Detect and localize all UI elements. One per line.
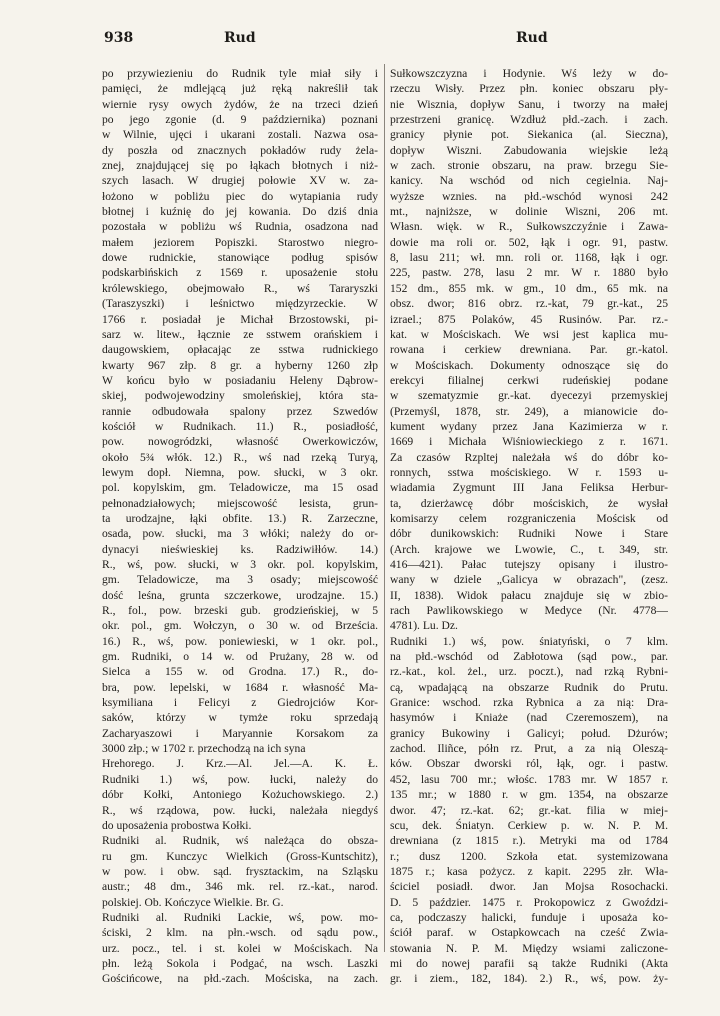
text-line: scu, dek. Śniatyn. Cerkiew p. w. N. P. M. [390,818,668,832]
text-line: pełnonadziałowych; miejscowość lesista, grun- [102,496,378,510]
text-line: wiadamia Zygmunt III Jana Feliksa Herbur- [390,481,668,495]
text-line: Rudniki 1.) wś, pow. śniatyński, o 7 klm. [390,634,668,648]
text-line: mt., najniższe, w dolinie Wiszni, 206 mt. [390,205,668,219]
text-line: dóbr dunikowskich: Rudniki Nowe i Stare [390,527,668,541]
text-line: obsz. dwor; 816 obrz. rz.-kat, 79 gr.-kat., 25 [390,297,668,311]
text-line: wyższe wznies. na płd.-wschód wynosi 242 [390,189,668,203]
text-line: 3000 złp.; w 1702 r. przechodzą na ich syna [102,742,306,756]
text-line: 225, pastw. 278, lasu 2 mr. W r. 1880 było [390,266,668,280]
text-line: wany w dziele „Galicya w obrazach", (zesz. [390,573,668,587]
left-text-column [102,66,378,987]
text-line: w szematyzmie gr.-kat. dyecezyi przemyskiej [390,389,668,403]
text-line: Gościńcowe, na płd.-zach. Mościska, na zach. [102,972,378,986]
text-line: na płd.-wschód od Zabłotowa (sąd pow., par. [390,650,668,664]
text-line: polskiej. Ob. Kończyce Wielkie. Br. G. [102,895,284,909]
text-line: kanicy. Na wschód od nich cegielnia. Naj- [390,174,668,188]
text-line: ta urodzajne, łąki obfite. 13.) R. Zarzeczne, [102,511,378,525]
text-line: Własn. więk. w R., Sułkowszczyźnie i Zawa- [390,220,668,234]
text-line: 8, lasu 211; wł. mn. roli or. 1168, łąk i ogr. [390,251,668,265]
text-line: urz. pocz., tel. i st. kolei w Mościskach. Na [102,941,378,955]
text-line: skiej, podwojewodziny smoleńskiej, która sta- [102,389,378,403]
text-line: saków, którzy w tymże roku sprzedają [102,711,378,725]
text-line: 152 dm., 855 mk. w gm., 10 dm., 65 mk. na [390,281,668,295]
text-line: w pow. i obw. sąd. frysztackim, na Szląsku [102,864,378,878]
text-line: łożono w pobliżu piec do wytapiania rudy [102,189,378,203]
text-line: dowe rudnickie, stanowiące podług spisów [102,251,378,265]
text-line: II, 1838). Widok pałacu znajduje się w zbio- [390,588,668,602]
page-header [0,30,720,50]
text-line: ksymiliana i Felicyi z Giedrojciów Kor- [102,696,378,710]
text-line: (Przemyśl, 1878, str. 249), a mianowicie do- [390,404,668,418]
text-line: 452, lasu 700 mr.; włośc. 1783 mr. W 1857 r. [390,772,668,786]
text-line: dy poszła od znacznych pokładów rudy żela- [102,143,378,157]
text-line: ca, podczaszy halicki, funduje i uposaża ko- [390,910,668,924]
text-line: po przywiezieniu do Rudnik tyle miał siły i [102,67,378,80]
text-line: pow. nowogródzki, własność Owerkowiczów, [102,435,378,449]
text-line: mi do nowej parafii są także Rudniki (Akta [390,956,668,970]
text-line: cą, wpadającą na obszarze Rudnik do Prutu. [390,680,668,694]
text-line: bra, pow. lepelski, w 1684 r. własność Ma- [102,680,378,694]
text-line: płn. leżą Sokola i Podgać, na wsch. Laszki [102,956,378,970]
text-line: Za czasów Rzpltej należała wś do dóbr ko- [390,450,668,464]
text-line: gm. Teladowicze, ma 3 osady; miejscowość [102,573,378,587]
text-line: 416—421). Pałac tutejszy opisany i ilustro- [390,558,668,571]
text-line: granicy Bukowiny i Galicyi; połud. Dżurów; [390,726,668,740]
running-head-right: Rud [516,30,548,46]
text-line: izrael.; 875 Polaków, 45 Rusinów. Par. rz.- [390,312,668,326]
text-line: ściciel posiadł. dwor. Jan Mojsa Rosochacki. [390,880,668,894]
text-line: błotnej i kuźnię do jej kowania. Do dziś dnia [102,205,378,219]
text-line: małem jeziorem Popiszki. Starostwo niegro- [102,235,378,249]
text-line: gr. i ziem., 182, 184). 2.) R., wś, pow. ży- [390,972,668,986]
text-line: dopływ Wiszni. Zabudowania wiejskie leżą [390,143,668,157]
text-line: lewym dopł. Niemna, pow. słucki, w 3 okr. [102,465,378,479]
text-line: osada, pow. słucki, ma 3 włóki; należy do or- [102,527,378,541]
text-line: dóbr Kołki, Antoniego Kożuchowskiego. 2.) [102,788,378,802]
right-text-column [390,66,668,987]
text-line: rannie odbudowała spalony przez Szwedów [102,404,378,418]
text-line: kościół w Rudnikach. 11.) R., posiadłość, [102,419,378,433]
text-line: po jego zgonie (d. 9 października) poznani [102,113,378,127]
text-line: 4781). Lu. Dz. [390,619,458,633]
page-number: 938 [104,30,134,46]
text-line: dowie ma roli or. 502, łąk i ogr. 91, pastw. [390,235,668,249]
text-line: okr. pol., gm. Wołczyn, o 30 w. od Brześcia. [102,619,378,633]
text-line: rz.-kat., kol. żel., urz. poczt.), nad rzką Rybni- [390,665,668,679]
column-divider [384,64,385,952]
text-line: Hrehorego. J. Krz.—Al. Jel.—A. K. Ł. [102,757,378,771]
text-line: 16.) R., wś, pow. poniewieski, w 1 okr. pol., [102,634,378,648]
text-line: R., fol., pow. brzeski gub. grodzieńskiej, w 5 [102,604,378,618]
text-line: szych lasach. W drugiej połowie XV w. za- [102,174,378,188]
text-line: R., wś rządowa, pow. łucki, należała niegdyś [102,803,378,817]
text-line: Sielca a 155 w. od Grodna. 17.) R., do- [102,665,378,679]
text-line: Rudniki al. Rudniki Lackie, wś, pow. mo- [102,910,378,924]
text-line: wiernie rysy owych żydów, że na trzeci dzień [102,97,378,111]
text-line: Sułkowszczyzna i Hodynie. Wś leży w do- [390,67,668,80]
text-line: daugowskiem, opłacając ze sstwa rudnickiego [102,343,378,357]
text-line: przestrzeni granicę. Wzdłuż płd.-zach. i zach. [390,113,668,127]
text-line: stowania N. P. M. Między wsiami zaliczone- [390,941,668,955]
text-line: drewniana (z 1815 r.). Metryki ma od 1784 [390,834,668,848]
text-line: erekcyi filialnej cerkwi rudeńskiej podane [390,373,668,387]
text-line: sarz w. litew., łącznie ze sstwem orańskiem i [102,327,378,341]
text-line: rach Pawlikowskiego w Medyce (Nr. 4778— [390,604,668,618]
text-line: ta, dzierżawcę dóbr mościskich, że wysłał [390,496,668,510]
text-line: dynacyi nieświeskiej ks. Radziwiłłów. 14.) [102,542,378,556]
text-line: 1669 i Michała Wiśniowieckiego z r. 1671. [390,435,668,449]
text-line: Rudniki 1.) wś, pow. łucki, należy do [102,772,378,786]
text-line: pamięci, że mdlejącą już ręką nakreślił tak [102,82,378,96]
text-line: D. 5 paździer. 1475 r. Prokopowicz z Gwoździ- [390,895,668,909]
text-line: kat. w Mościskach. We wsi jest kaplica mu- [390,327,668,341]
text-line: około 5¾ włók. 12.) R., wś nad rzeką Turyą, [102,450,378,464]
text-line: ronnych, sstwa mościskiego. W r. 1593 u- [390,465,668,479]
text-line: ściół paraf. w Ostapkowcach na cześć Zwia- [390,926,668,940]
text-line: królewskiego, obejmowało R., wś Tararyszki [102,281,378,295]
text-line: w zach. stronie obszaru, na praw. brzegu Sie- [390,159,668,173]
text-line: zachod. Iliñce, półn rz. Prut, a za nią Oleszą- [390,742,668,756]
text-line: do uposażenia probostwa Kołki. [102,818,252,832]
text-line: R., wś, pow. słucki, w 3 okr. pol. kopylskim, [102,558,378,571]
text-line: 135 mr.; w 1880 r. w gm. 1354, na obszarze [390,788,668,802]
text-line: r.; dusz 1200. Szkoła etat. systemizowana [390,849,668,863]
text-line: podskarbińskich z 1569 r. uposażenie stołu [102,266,378,280]
text-line: Zacharyaszowi i Maryannie Korsakom za [102,726,378,740]
text-line: hasymów i Kniaże (nad Czeremoszem), na [390,711,668,725]
text-line: pozostała w pobliżu wś Rudnia, osadzona nad [102,220,378,234]
text-line: austr.; 48 dm., 346 mk. rel. rz.-kat., narod. [102,880,378,894]
text-line: pol. kopylskim, gm. Teladowicze, ma 15 osad [102,481,378,495]
text-line: granicy płynie pot. Siekanica (al. Sieczna), [390,128,668,142]
text-line: rowana i cerkiew drewniana. Par. gr.-katol. [390,343,668,357]
text-line: kwarty 967 złp. 8 gr. a hyberny 1260 złp [102,358,378,372]
text-line: nie Wisznia, dopływ Sanu, i tworzy na małej [390,97,668,111]
text-line: znej, znajdującej się po łąkach błotnych i niż- [102,159,378,173]
text-line: (Arch. krajowe we Lwowie, C., t. 349, str. [390,542,668,556]
text-line: Granice: wschod. rzka Rybnica a za nią: Dra- [390,696,668,710]
text-line: gm. Rudniki, o 14 w. od Prużany, 28 w. od [102,650,378,664]
running-head-left: Rud [224,30,256,46]
text-line: rzeczu Wisły. Przez płn. koniec obszaru pły- [390,82,668,96]
text-line: ściski, 2 klm. na płn.-wsch. od sądu pow., [102,926,378,940]
text-line: ru gm. Kunczyc Wielkich (Gross-Kuntschitz), [102,849,378,863]
text-line: W końcu było w posiadaniu Heleny Dąbrow- [102,373,378,387]
text-line: w Wilnie, ujęci i ukarani zostali. Nazwa osa- [102,128,378,142]
text-line: dość leśna, grunta szczerkowe, urodzajne. 15.) [102,588,378,602]
text-line: 1766 r. posiadał je Michał Brzostowski, pi- [102,312,378,326]
text-line: Rudniki al. Rudnik, wś należąca do obsza- [102,834,378,848]
text-line: 1875 r.; kasa pożycz. z kapit. 2295 złr. Wła- [390,864,668,878]
text-line: kument wydany przez Jana Kazimierza w r. [390,419,668,433]
text-line: komisarzy celem rozgraniczenia Mościsk od [390,511,668,525]
text-line: (Taraszyszki) i leśnictwo międzyrzeckie. W [102,297,378,311]
text-line: ków. Obszar dworski ról, łąk, ogr. i pastw. [390,757,668,771]
text-line: dwor. 47; rz.-kat. 62; gr.-kat. filia w miej- [390,803,668,817]
text-line: w Mościskach. Dokumenty odnoszące się do [390,358,668,372]
